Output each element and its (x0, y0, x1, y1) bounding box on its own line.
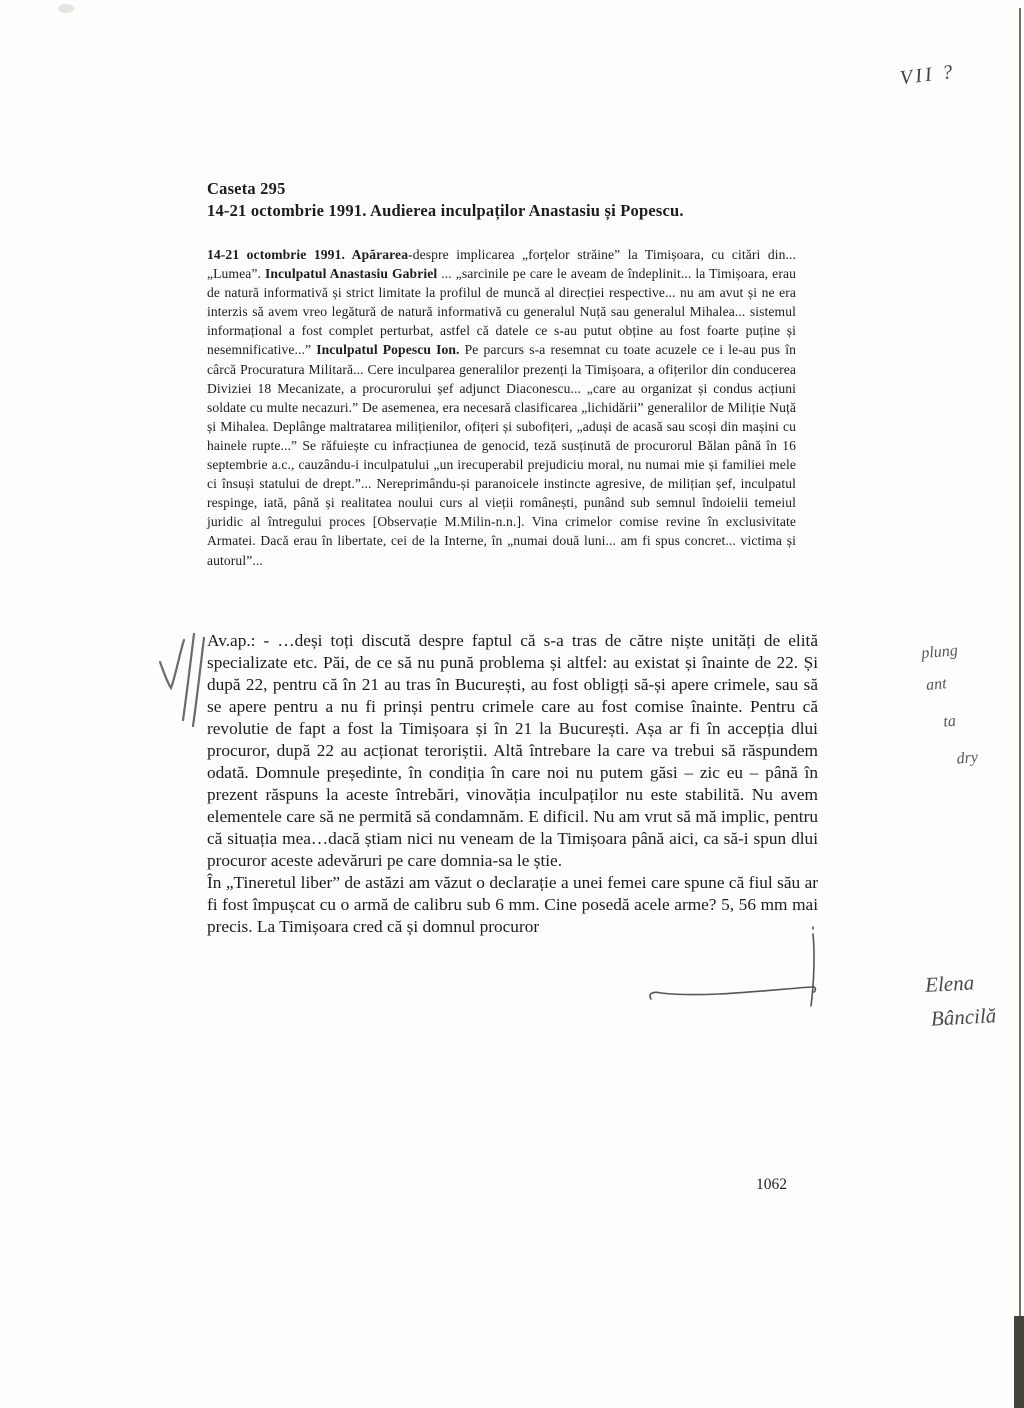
heading-caseta: Caseta 295 (207, 179, 286, 198)
testimony-paragraph-2: În „Tineretul liber” de astăzi am văzut o declarație a unei femei care spune că fiul său ar fi fost împușcat cu o armă de calibru sub 6 mm. Cine posedă acele arme? 5, 56 mm mai precis. La Timișoara cred că și domnul procuror (207, 873, 818, 936)
page-number: 1062 (756, 1176, 787, 1193)
handwritten-underline (646, 984, 822, 1004)
handwritten-checkmark (154, 626, 214, 734)
testimony-block (207, 630, 818, 938)
scan-speck (58, 4, 74, 13)
scan-edge-shadow (1019, 8, 1021, 1318)
name-note-last: Bâncilă (930, 1003, 997, 1031)
margin-note-line: ta (942, 712, 957, 731)
margin-note-line: ant (925, 675, 948, 694)
handwritten-note-top-right: VII ? (898, 60, 957, 90)
summary-popescu-bold: Inculpatul Popescu Ion. (316, 342, 460, 358)
margin-note-line: plung (920, 642, 959, 663)
document-heading (207, 178, 847, 221)
heading-date-title: 14-21 octombrie 1991. Audierea inculpaților Anastasiu și Popescu. (207, 200, 684, 220)
testimony-paragraph-1: Av.ap.: - …deși toți discută despre faptul că s-a tras de către niște unități de elită specializate etc. Păi, de ce să nu pună problema și altfel: au existat și înainte de 22. Și după 22, pentru că în 21 au tras în București, au fost obligți să-și apere crimele, sau să se apere pentru a nu fi prinși pentru crimele care au fost comise înainte. Pentru că revolutie de fapt a fost la Timișoara și în 21 la București. Așa ar fi în accepția dlui procuror, după 22 au acționat teroriștii. Altă întrebare la care va trebui să răspundem odată. Domnule președinte, în condiția în care noi nu putem găsi – zic eu – până în prezent răspuns la aceste întrebări, vinovăția inculpaților nu este stabilită. Nu avem elementele care să ne permită să condamnăm. E dificil. Nu am vrut să mă implic, pentru că situația mea…dacă știam nici nu veneam de la Timișoara până aici, ca să-i spun dlui procuror aceste adevăruri pe care domnia-sa le știe. (207, 631, 818, 870)
summary-text-1: -despre implicarea „forțelor străine” la Timișoara, cu citări din... „Lumea”. (207, 247, 796, 282)
name-note-first: Elena (924, 970, 975, 997)
scan-edge-shadow-bottom (1014, 1316, 1024, 1408)
handwritten-name-note (924, 964, 997, 1035)
summary-date-apararea-bold: 14-21 octombrie 1991. Apărarea (207, 247, 409, 262)
summary-text-2: ... „sarcinile pe care le aveam de îndeplinit... la Timișoara, erau de natură informativă și strict limitate la profilul de muncă al direcției respective... nu am avut și ne era interzis să avem vreo legătură de natură informativă cu generalul Nuță sau generalul Mihalea... sistemul informațional a fost complet perturbat, astfel că datele ce s-au putut obține au fost foarte puține și nesemnificative...” (207, 266, 796, 358)
margin-note-line: dry (955, 748, 979, 768)
summary-text-3: Pe parcurs s-a resemnat cu toate acuzele ce i le-au pus în cârcă Procuratura Militară... Cere inculparea generalilor prezenți la Timișoara, a ofițerilor din conducerea Diviziei 18 Mecanizate, a procurorului șef adjunct Diaconescu... „care au organizat și condus acțiuni soldate cu multe necazuri.” De asemenea, era necesară clasificarea „lichidării” generalilor de Miliție Nuță și Mihalea. Deplânge maltratarea milițienilor, ofițeri și subofițeri, „aduși de acasă sau scoși din mașini cu hainele rupte...” Se răfuiește cu infracțiunea de genocid, teză susținută de procurorul Bălan până în 16 septembrie a.c., cauzându-i inculpatului „un irecuperabil prejudiciu moral, nu numai mie și familiei mele ci însuși statului de drept.”... Nereprimându-și paranoicele instincte agresive, de milițian șef, inculpatul respinge, iată, până și realitatea noului curs al vieții românești, punând sub semnul îndoielii temeiul juridic al întregului proces [Observație M.Milin-n.n.]. Vina crimelor comise revine în exclusivitate Armatei. Dacă erau în libertate, cei de la Interne, în „numai două luni... am fi spus concret... victima și autorul”... (207, 342, 796, 568)
summary-anastasiu-bold: Inculpatul Anastasiu Gabriel (265, 266, 438, 282)
summary-paragraph (207, 245, 796, 570)
handwritten-margin-note (920, 634, 979, 778)
